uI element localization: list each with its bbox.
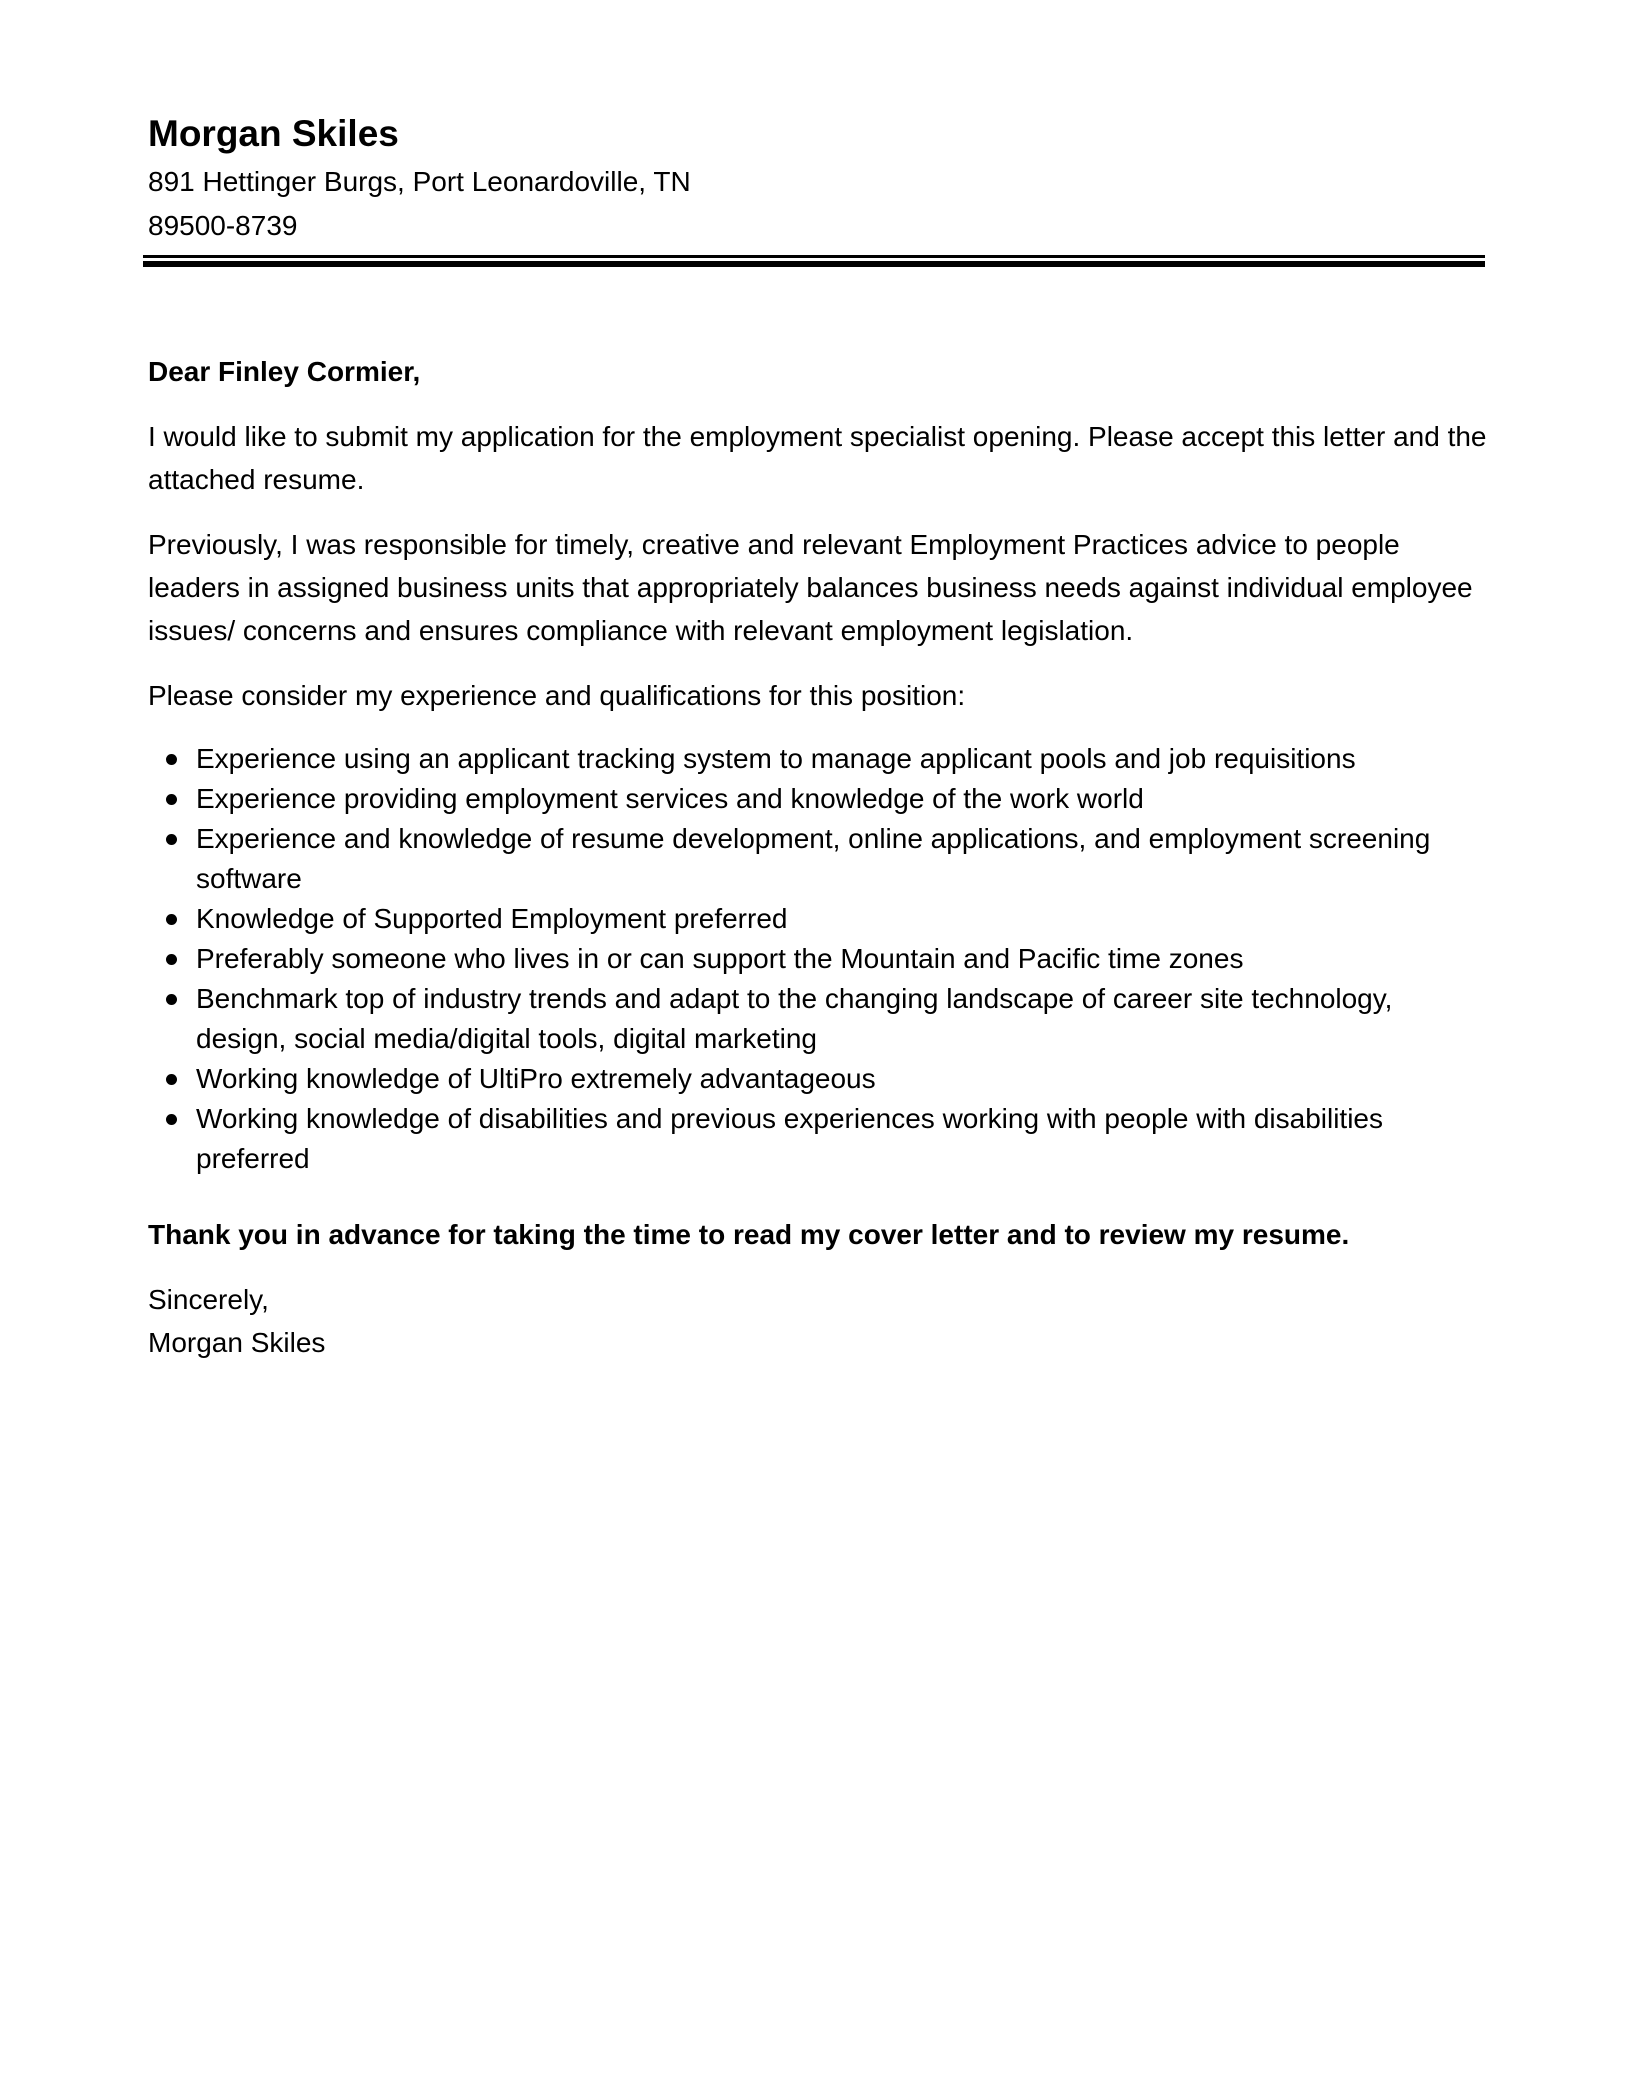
bullet-icon (166, 994, 177, 1005)
list-item (196, 819, 1488, 899)
salutation: Dear Finley Cormier, (148, 356, 421, 387)
list-item (196, 1059, 1488, 1099)
sender-address-line-1: 891 Hettinger Burgs, Port Leonardoville, TN (148, 166, 691, 197)
list-item-text: Experience providing employment services and knowledge of the work world (196, 783, 1144, 814)
experience-paragraph: Previously, I was responsible for timely, creative and relevant Employment Practices advice to people leaders in assigned business units that appropriately balances business needs against individual employee issues/ concerns and ensures compliance with relevant employment legislation. (148, 529, 1473, 646)
bullet-icon (166, 914, 177, 925)
list-item (196, 979, 1488, 1059)
letter-body (148, 350, 1488, 1364)
bullet-icon (166, 954, 177, 965)
list-item (196, 1099, 1488, 1179)
list-item-text: Working knowledge of disabilities and previous experiences working with people with disabilities preferred (196, 1103, 1384, 1174)
list-item-text: Experience and knowledge of resume development, online applications, and employment screening software (196, 823, 1431, 894)
qualifications-list (148, 739, 1488, 1179)
sign-off: Sincerely, (148, 1284, 269, 1315)
bullet-icon (166, 754, 177, 765)
sender-address-line-2: 89500-8739 (148, 210, 298, 241)
list-item (196, 739, 1488, 779)
list-item (196, 899, 1488, 939)
intro-paragraph: I would like to submit my application for the employment specialist opening. Please accept this letter and the attached resume. (148, 421, 1487, 495)
bullet-icon (166, 1114, 177, 1125)
list-item-text: Experience using an applicant tracking system to manage applicant pools and job requisitions (196, 743, 1356, 774)
list-item-text: Preferably someone who lives in or can support the Mountain and Pacific time zones (196, 943, 1244, 974)
divider-thick-line (143, 261, 1485, 267)
closing-statement: Thank you in advance for taking the time to read my cover letter and to review my resume. (148, 1219, 1350, 1250)
bullet-icon (166, 1074, 177, 1085)
header-divider (143, 255, 1485, 267)
qualifications-intro: Please consider my experience and qualifications for this position: (148, 680, 966, 711)
sender-name: Morgan Skiles (148, 113, 399, 154)
letter-header (148, 108, 1488, 248)
signature-name: Morgan Skiles (148, 1327, 326, 1358)
list-item-text: Knowledge of Supported Employment preferred (196, 903, 788, 934)
bullet-icon (166, 794, 177, 805)
list-item (196, 939, 1488, 979)
list-item-text: Benchmark top of industry trends and adapt to the changing landscape of career site technology, design, social media/digital tools, digital marketing (196, 983, 1393, 1054)
list-item (196, 779, 1488, 819)
bullet-icon (166, 834, 177, 845)
list-item-text: Working knowledge of UltiPro extremely advantageous (196, 1063, 876, 1094)
